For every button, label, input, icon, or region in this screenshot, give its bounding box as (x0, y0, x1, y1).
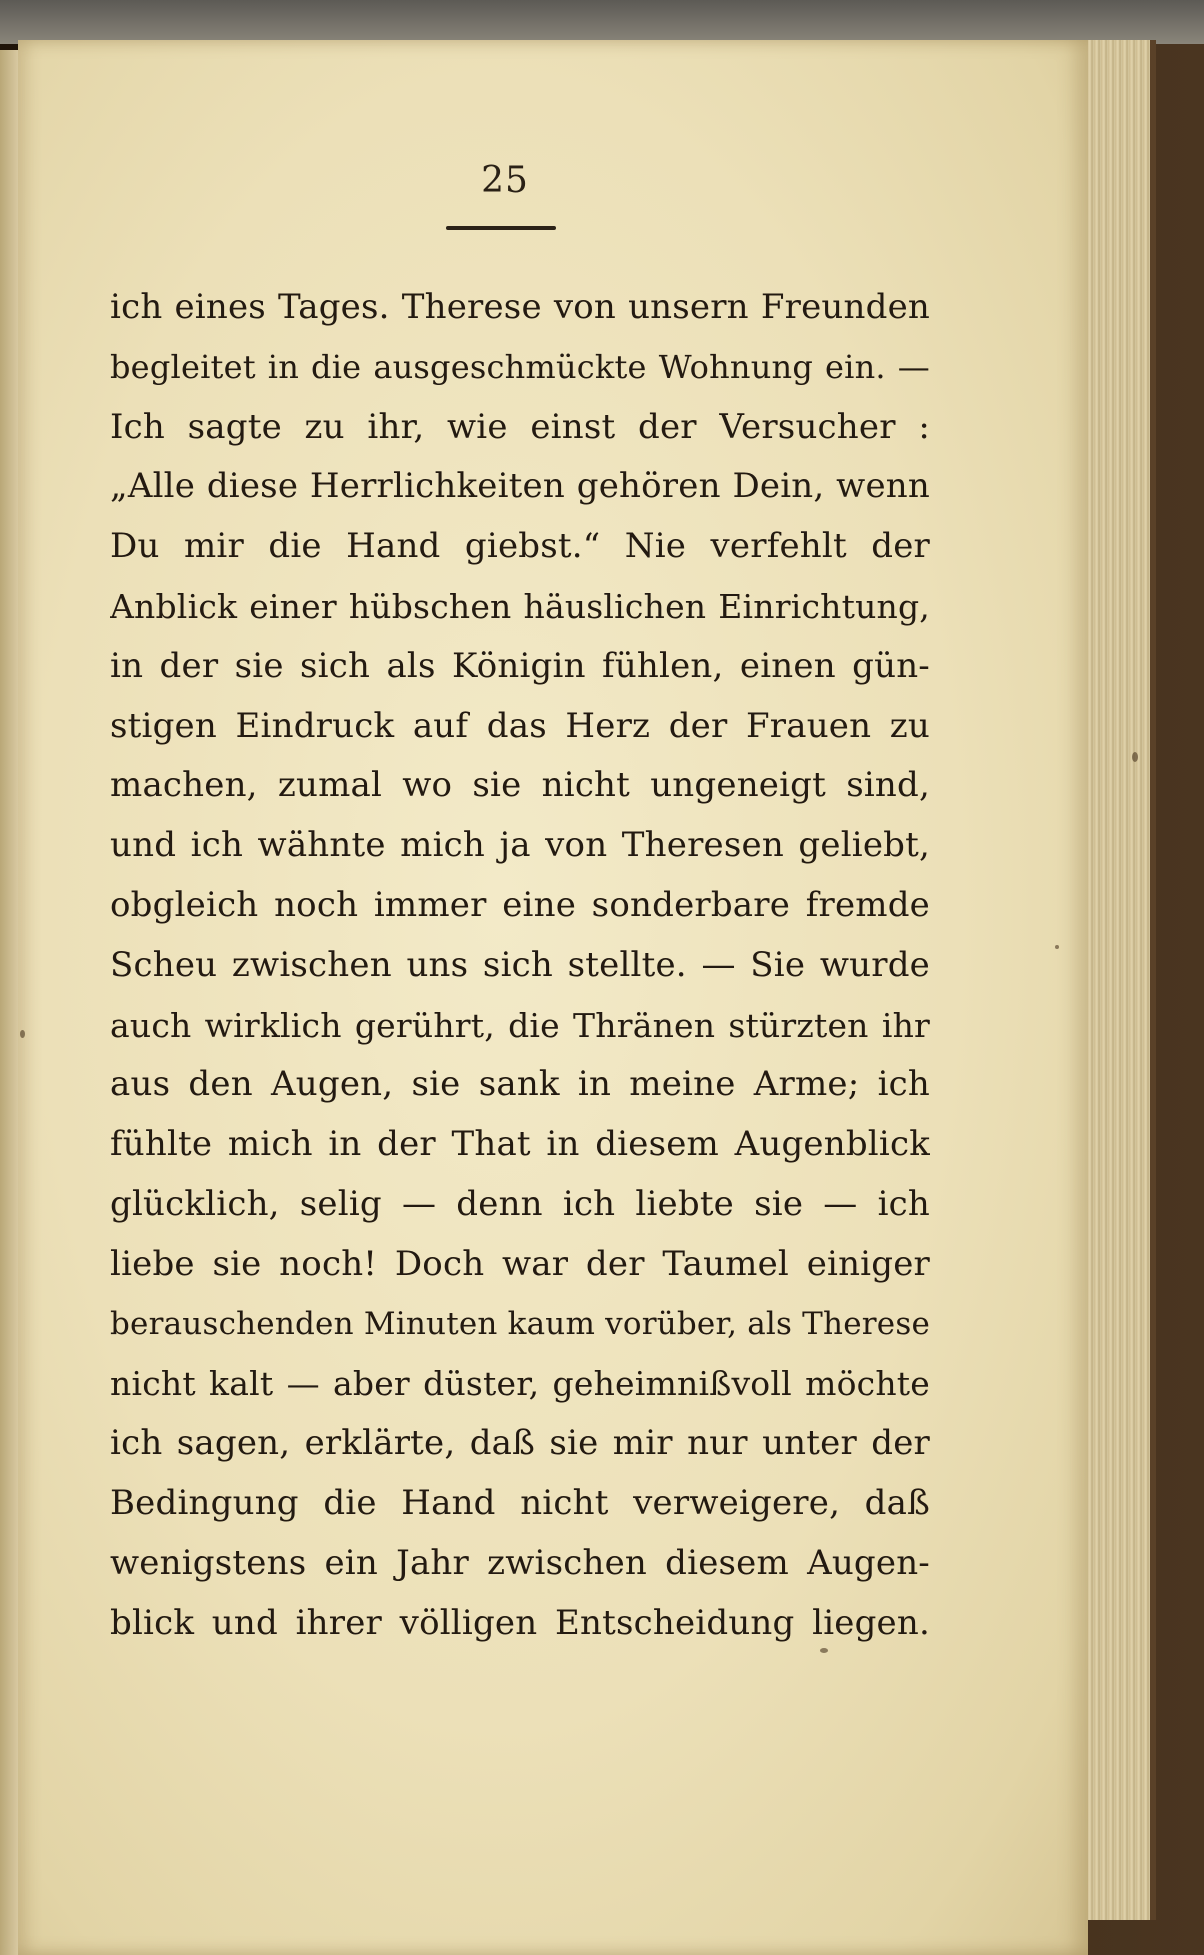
text-line: begleitet in die ausgeschmückte Wohnung ein. — (110, 347, 930, 386)
text-line: blick und ihrer völligen Entscheidung liegen. (110, 1602, 930, 1643)
text-line: Scheu zwischen uns sich stellte. — Sie wurde (110, 944, 930, 985)
text-line: nicht kalt — aber düster, geheimnißvoll möchte (110, 1364, 930, 1404)
text-line: aus den Augen, sie sank in meine Arme; ich (110, 1064, 930, 1105)
paper-speck (20, 1030, 25, 1038)
text-line: auch wirklich gerührt, die Thränen stürzten ihr (110, 1005, 930, 1045)
paper-speck (1055, 945, 1059, 949)
text-line: und ich wähnte mich ja von Theresen geliebt, (110, 825, 930, 866)
page-number: 25 (481, 160, 529, 201)
scan-background (0, 0, 1204, 44)
text-line: Anblick einer hübschen häuslichen Einrichtung, (110, 586, 930, 626)
text-line: machen, zumal wo sie nicht ungeneigt sind, (110, 765, 930, 806)
text-line: in der sie sich als Königin fühlen, einen gün- (110, 645, 930, 686)
text-line: Du mir die Hand giebst.“ Nie verfehlt der (110, 526, 930, 567)
text-line: obgleich noch immer eine sonderbare fremde (110, 884, 930, 925)
text-line: glücklich, selig — denn ich liebte sie — ich (110, 1183, 930, 1224)
page-text (110, 278, 930, 1653)
text-line: liebe sie noch! Doch war der Taumel einiger (110, 1243, 930, 1284)
paper-speck (1132, 752, 1138, 762)
previous-page-edge (0, 50, 18, 1955)
text-line: „Alle diese Herrlichkeiten gehören Dein, wenn (110, 466, 930, 507)
header-rule (446, 226, 556, 230)
text-line: wenigstens ein Jahr zwischen diesem Augen- (110, 1542, 930, 1583)
text-line: berauschenden Minuten kaum vorüber, als Therese (110, 1305, 930, 1342)
text-line: Ich sagte zu ihr, wie einst der Versucher : (110, 406, 930, 447)
text-line: fühlte mich in der That in diesem Augenblick (110, 1124, 930, 1165)
text-line: stigen Eindruck auf das Herz der Frauen zu (110, 705, 930, 746)
page-edges (1080, 40, 1156, 1920)
text-line: ich eines Tages. Therese von unsern Freunden (110, 287, 930, 327)
text-line: Bedingung die Hand nicht verweigere, daß (110, 1482, 930, 1523)
paper-speck (820, 1648, 828, 1653)
text-line: ich sagen, erklärte, daß sie mir nur unter der (110, 1423, 930, 1464)
